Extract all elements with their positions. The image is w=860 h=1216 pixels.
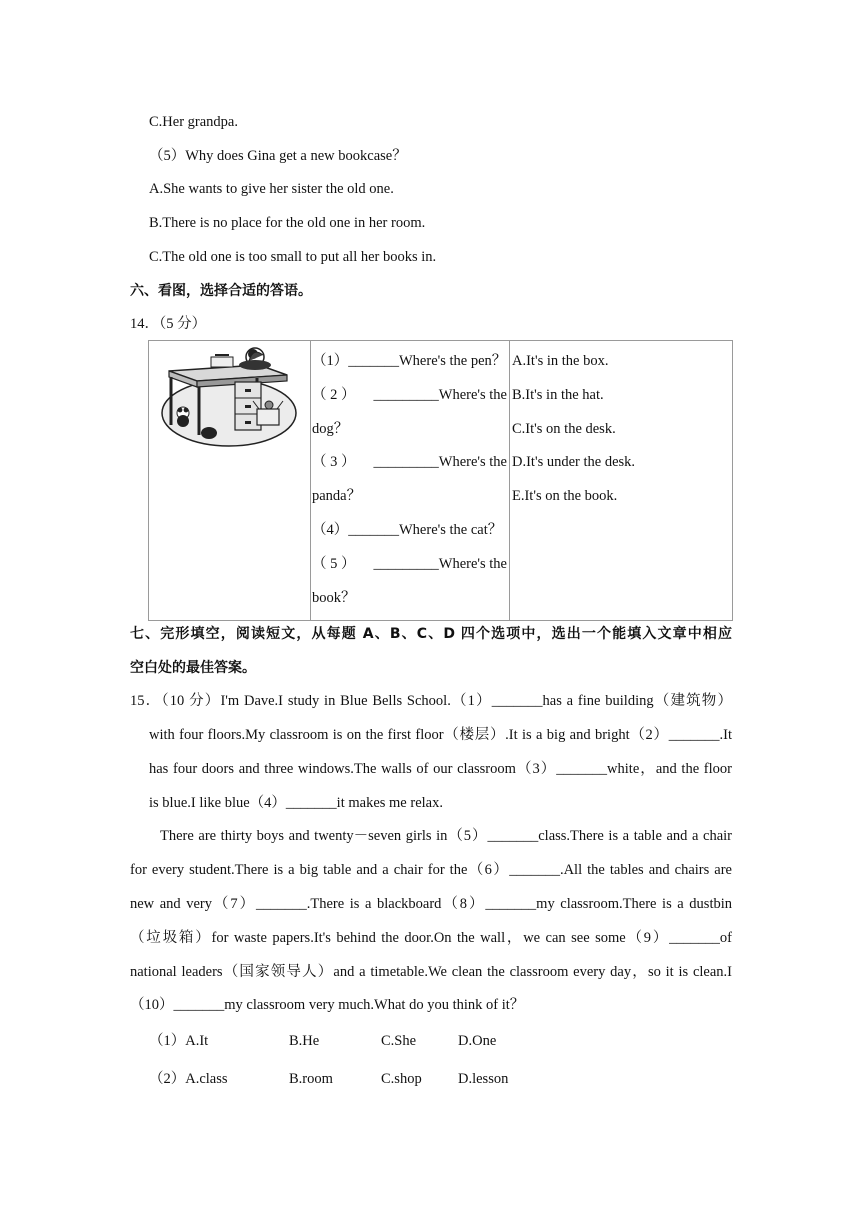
q14-table — [148, 340, 733, 621]
q13-5-stem: （5）Why does Gina get a new bookcase？ — [149, 148, 407, 164]
passage-line-7: new and very（7）_______.There is a blackboard（8）_______my classroom.There is a dustbin — [130, 896, 732, 912]
desk-picture-cell — [149, 341, 311, 621]
q13-5-option-b: B.There is no place for the old one in her room. — [149, 215, 426, 231]
q14-question-2-cont: dog？ — [312, 420, 349, 437]
q15-1-option-b: B.He — [289, 1033, 320, 1049]
q15-2-option-b: B.room — [289, 1071, 333, 1087]
q14-answer-d: D.It's under the desk. — [512, 454, 636, 471]
q15-1-option-d: D.One — [458, 1033, 497, 1049]
q14-question-3-cont: panda？ — [312, 488, 362, 505]
passage-line-9: national leaders（国家领导人）and a timetable.We clean the classroom every day，so it is clean.I — [130, 964, 732, 980]
desk-illustration — [149, 341, 310, 615]
passage-line-2: with four floors.My classroom is on the first floor（楼层）.It is a big and bright（2）_______.It — [149, 727, 732, 743]
q15-2-option-d: D.lesson — [458, 1071, 509, 1087]
q13-option-c-prev: C.Her grandpa. — [149, 114, 238, 130]
passage-line-5: There are thirty boys and twenty－seven girls in（5）_______class.There is a table and a chair — [160, 828, 732, 844]
q14-question-5-cont: book？ — [312, 589, 356, 606]
q14-answer-e: E.It's on the book. — [512, 488, 618, 505]
q15-2-option-a: （2）A.class — [149, 1071, 228, 1087]
passage-line-1: 15．（10 分）I'm Dave.I study in Blue Bells School.（1）_______has a fine building（建筑物） — [130, 693, 732, 709]
q15-1-option-c: C.She — [381, 1033, 417, 1049]
section7-heading-line2: 空白处的最佳答案。 — [130, 660, 256, 676]
q14-question-4: （4）_______Where's the cat？ — [312, 521, 503, 538]
q14-question-3: （ 3 ） _________Where's the — [312, 454, 507, 471]
q14-question-5: （ 5 ） _________Where's the — [312, 555, 507, 572]
section7-heading-line1: 七、完形填空，阅读短文，从每题 A、B、C、D 四个选项中，选出一个能填入文章中相应 — [130, 626, 732, 642]
passage-line-3: has four doors and three windows.The walls of our classroom（3）_______white，and the floor — [149, 761, 732, 777]
passage-line-8: （垃圾箱）for waste papers.It's behind the door.On the wall，we can see some（9）_______of — [130, 930, 732, 946]
passage-line-10: （10）_______my classroom very much.What do you think of it？ — [130, 997, 525, 1013]
q14-question-2: （ 2 ） _________Where's the — [312, 386, 507, 403]
passage-line-6: for every student.There is a big table and a chair for the（6）_______.All the tables and chairs are — [130, 862, 732, 878]
q15-2-option-c: C.shop — [381, 1071, 422, 1087]
questions-cell — [311, 341, 510, 621]
q15-1-option-a: （1）A.It — [149, 1033, 209, 1049]
q14-answer-b: B.It's in the hat. — [512, 386, 604, 403]
q13-5-option-c: C.The old one is too small to put all her books in. — [149, 249, 437, 265]
q14-answer-c: C.It's on the desk. — [512, 420, 616, 437]
q14-question-1: （1）_______Where's the pen？ — [312, 353, 507, 369]
q14-answer-a: A.It's in the box. — [512, 353, 609, 369]
q14-number: 14．（5 分） — [130, 316, 207, 332]
section6-heading: 六、看图，选择合适的答语。 — [130, 283, 312, 299]
q13-5-option-a: A.She wants to give her sister the old one. — [149, 181, 394, 197]
passage-line-4: is blue.I like blue（4）_______it makes me relax. — [149, 795, 443, 811]
answers-cell — [510, 341, 733, 621]
